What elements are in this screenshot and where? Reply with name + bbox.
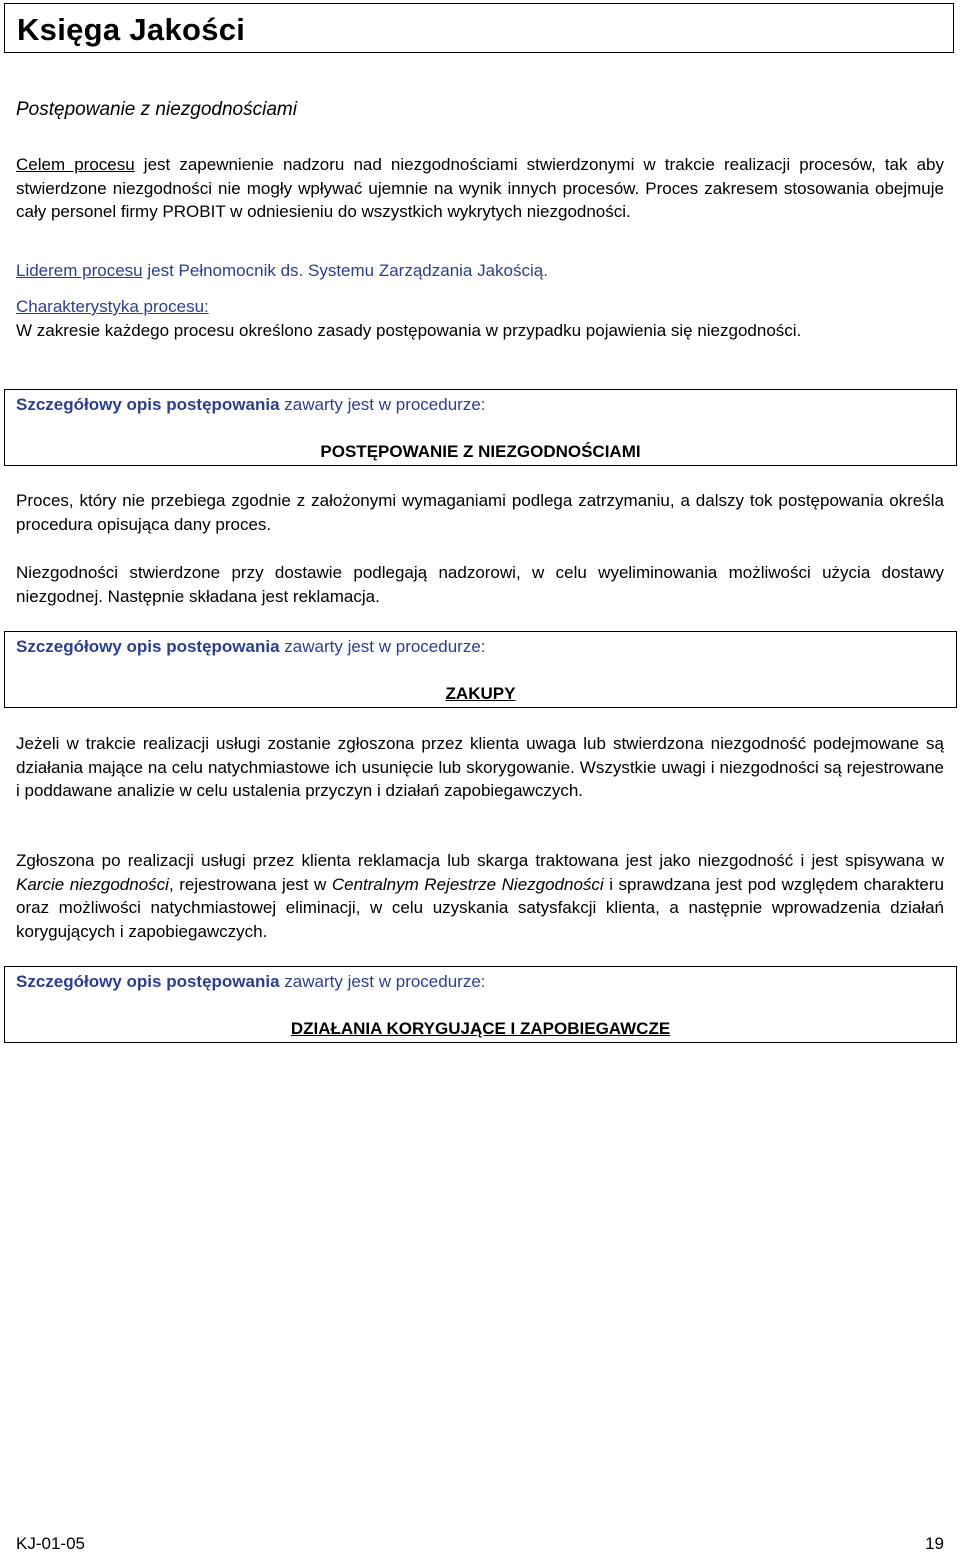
paragraph-service-remarks: Jeżeli w trakcie realizacji usługi zostanie zgłoszona przez klienta uwaga lub stwierdzona niezgodność podejmowane są działania mające na celu natychmiastowe ich usunięcie lub skorygowanie. Wszystkie uwagi i niezgodności są rejestrowane i poddawane analizie w celu ustalenia przyczyn i działań zapobiegawczych. <box>16 734 944 800</box>
paragraph-complaints <box>16 849 944 943</box>
purpose-text: jest zapewnienie nadzoru nad niezgodnościami stwierdzonymi w trakcie realizacji procesów, tak aby stwierdzone niezgodności nie mogły wpływać ujemnie na wynik innych procesów. Proces zakresem stosowania obejmuje cały personel firmy PROBIT w odniesieniu do wszystkich wykrytych niezgodności. <box>16 155 945 221</box>
procedure-intro-highlight: Szczegółowy opis postępowania <box>16 637 280 656</box>
complaints-text-c: i sprawdzana jest pod względem charakteru oraz możliwości natychmiastowej eliminacji, w celu uzyskania satysfakcji klienta, a następnie wprowadzenia działań korygujących i zapobiegawczych. <box>16 874 944 941</box>
header-box <box>4 3 954 53</box>
procedure-box-corrective <box>4 966 957 1043</box>
paragraph-delivery: Niezgodności stwierdzone przy dostawie podlegają nadzorowi, w celu wyeliminowania możliwości użycia dostawy niezgodnej. Następnie składana jest reklamacja. <box>16 563 944 606</box>
procedure-name: POSTĘPOWANIE Z NIEZGODNOŚCIAMI <box>320 442 641 461</box>
procedure-intro <box>16 635 486 659</box>
characteristics-lead: Charakterystyka procesu: <box>16 297 209 316</box>
paragraph-characteristics <box>16 295 944 342</box>
page-title: Księga Jakości <box>17 12 246 47</box>
leader-text: jest Pełnomocnik ds. Systemu Zarządzania Jakością. <box>142 261 548 280</box>
complaints-card: Karcie niezgodności <box>16 874 169 894</box>
complaints-text-b: , rejestrowana jest w <box>168 874 332 894</box>
footer-doc-code: KJ-01-05 <box>16 1534 85 1553</box>
procedure-intro-rest: zawarty jest w procedurze: <box>279 395 486 414</box>
paragraph-purpose <box>16 153 944 224</box>
procedure-name: DZIAŁANIA KORYGUJĄCE I ZAPOBIEGAWCZE <box>290 1019 671 1038</box>
leader-lead: Liderem procesu <box>16 261 143 280</box>
procedure-intro-rest: zawarty jest w procedurze: <box>279 637 486 656</box>
procedure-intro-highlight: Szczegółowy opis postępowania <box>16 395 280 414</box>
procedure-name: ZAKUPY <box>445 684 516 703</box>
paragraph-process-stop: Proces, który nie przebiega zgodnie z założonymi wymaganiami podlega zatrzymaniu, a dalszy tok postępowania określa procedura opisująca dany proces. <box>16 491 944 534</box>
procedure-intro <box>16 970 486 994</box>
complaints-registry: Centralnym Rejestrze Niezgodności <box>331 874 604 894</box>
section-title: Postępowanie z niezgodnościami <box>16 99 297 120</box>
characteristics-text: W zakresie każdego procesu określono zasady postępowania w przypadku pojawienia się niezgodności. <box>16 320 802 340</box>
footer-page-number: 19 <box>925 1534 944 1553</box>
purpose-lead: Celem procesu <box>16 155 135 174</box>
procedure-intro-highlight: Szczegółowy opis postępowania <box>16 972 280 991</box>
procedure-box-nonconformities <box>4 389 957 466</box>
procedure-intro-rest: zawarty jest w procedurze: <box>279 972 486 991</box>
complaints-text-a: Zgłoszona po realizacji usługi przez klienta reklamacja lub skarga traktowana jest jako niezgodność i jest spisywana w <box>16 851 944 870</box>
procedure-intro <box>16 393 486 417</box>
procedure-box-purchases <box>4 631 957 708</box>
paragraph-leader <box>16 259 944 283</box>
